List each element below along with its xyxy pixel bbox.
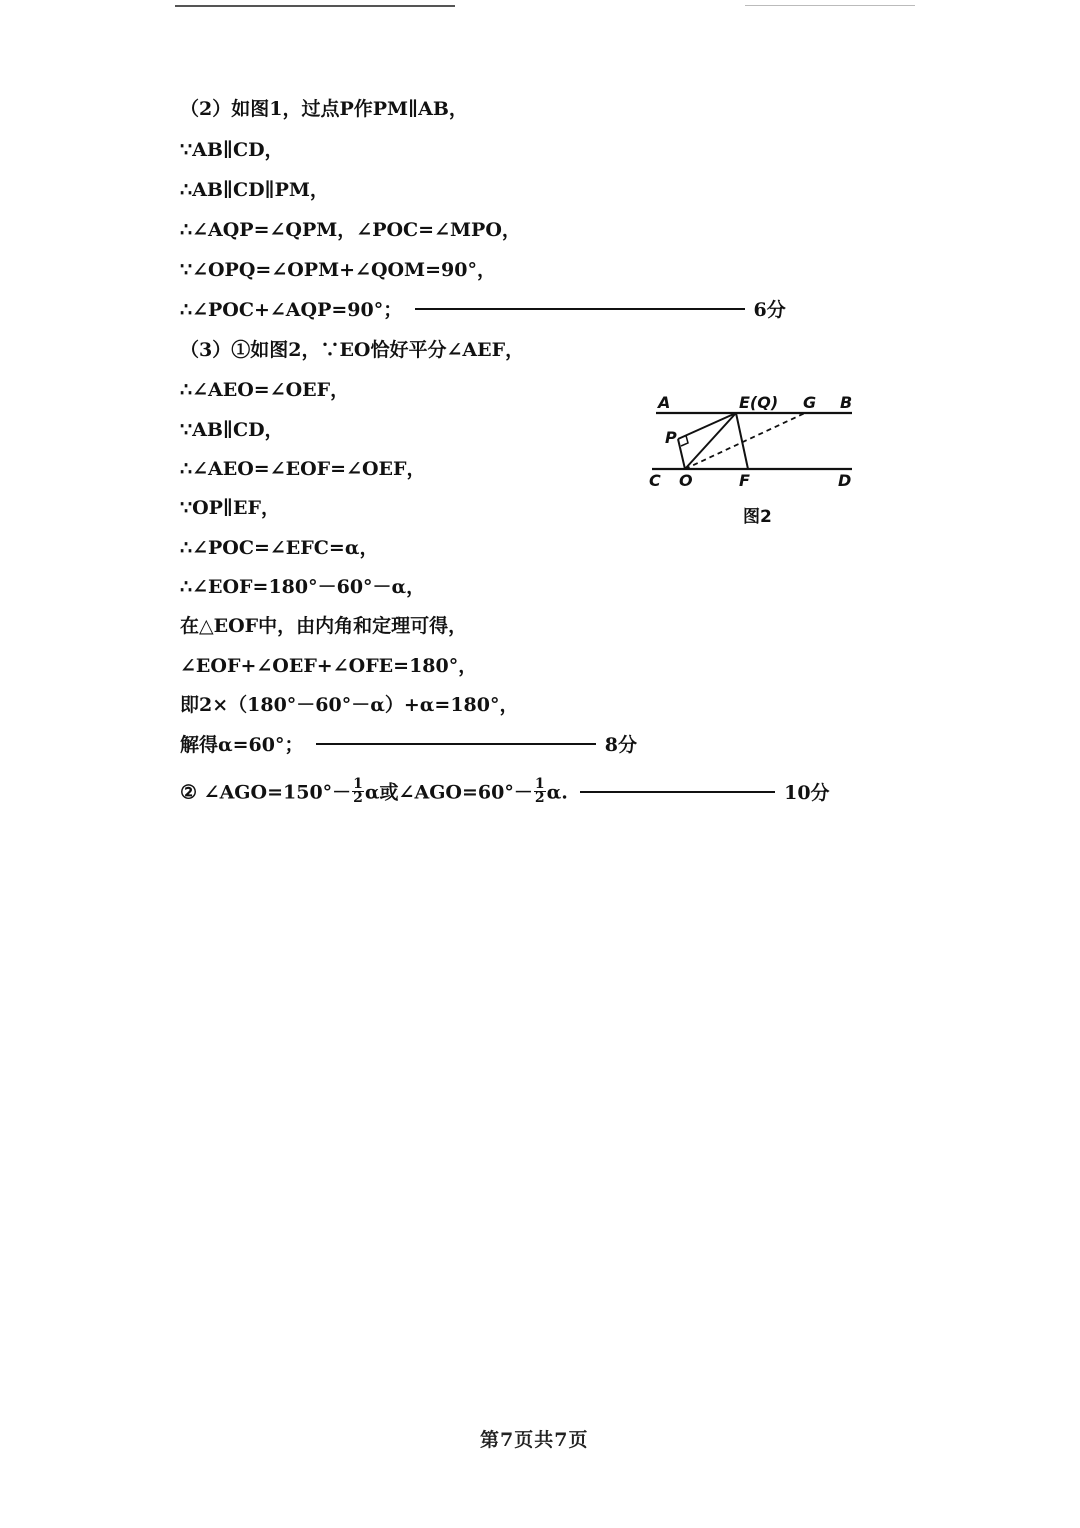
solution-line-18 [180,776,830,807]
top-rule-right [745,5,915,6]
solution-line-4: ∴∠AQP=∠QPM，∠POC=∠MPO， [180,219,521,241]
score-8: 8分 [604,734,637,756]
fraction-half-2 [534,778,546,805]
segment-PO [678,439,685,469]
segment-OG-dashed [685,413,805,469]
solution-line-2: ∵AB∥CD， [180,139,284,161]
geometry-figure-2 [640,390,870,530]
score-leader-8 [316,743,596,745]
solution-line-6 [180,298,786,322]
solution-line-6-text: ∴∠POC+∠AQP=90°； [180,299,403,321]
segment-EO [685,413,736,469]
last-line-middle: α或∠AGO=60°－ [364,781,533,804]
top-rule-left [175,5,455,7]
label-B: B [840,393,853,412]
solution-line-5: ∵∠OPQ=∠OPM+∠QOM=90°， [180,259,496,281]
solution-line-13: ∴∠EOF=180°－60°－α， [180,576,426,598]
solution-line-9: ∵AB∥CD， [180,419,284,441]
score-leader-6 [415,308,745,310]
fraction-1-denominator: 2 [353,790,363,806]
figure-caption: 图2 [743,507,772,527]
solution-line-14: 在△EOF中，由内角和定理可得， [180,615,468,637]
fraction-2-numerator: 1 [534,776,545,792]
label-A: A [658,393,671,412]
fraction-2-denominator: 2 [534,790,545,806]
label-F: F [739,471,750,490]
fraction-1-numerator: 1 [353,776,363,792]
label-C: C [649,471,661,490]
label-O: O [679,471,693,490]
label-D: D [838,471,852,490]
last-line-prefix: ② ∠AGO=150°－ [180,781,352,804]
solution-line-7: （3）①如图2，∵EO恰好平分∠AEF， [180,339,525,361]
label-EQ: E(Q) [739,393,779,412]
score-leader-10 [580,791,775,793]
score-10: 10分 [784,781,830,804]
page-footer: 第7页共7页 [480,1429,589,1451]
solution-line-1: （2）如图1，过点P作PM∥AB， [180,98,468,120]
label-G: G [803,393,817,412]
solution-line-17 [180,733,637,757]
solution-line-11: ∵OP∥EF， [180,497,280,519]
solution-line-12: ∴∠POC=∠EFC=α， [180,537,379,559]
solution-line-16: 即2×（180°－60°－α）+α=180°， [180,694,519,716]
segment-QP [678,413,736,439]
solution-line-17-text: 解得α=60°； [180,734,304,756]
fraction-half-1 [352,778,364,805]
solution-line-8: ∴∠AEO=∠OEF， [180,379,350,401]
last-line-suffix: α. [546,781,568,804]
score-6: 6分 [753,299,786,321]
solution-line-10: ∴∠AEO=∠EOF=∠OEF， [180,458,426,480]
label-P: P [665,428,677,447]
solution-line-15: ∠EOF+∠OEF+∠OFE=180°， [180,655,478,677]
solution-line-3: ∴AB∥CD∥PM， [180,179,329,201]
